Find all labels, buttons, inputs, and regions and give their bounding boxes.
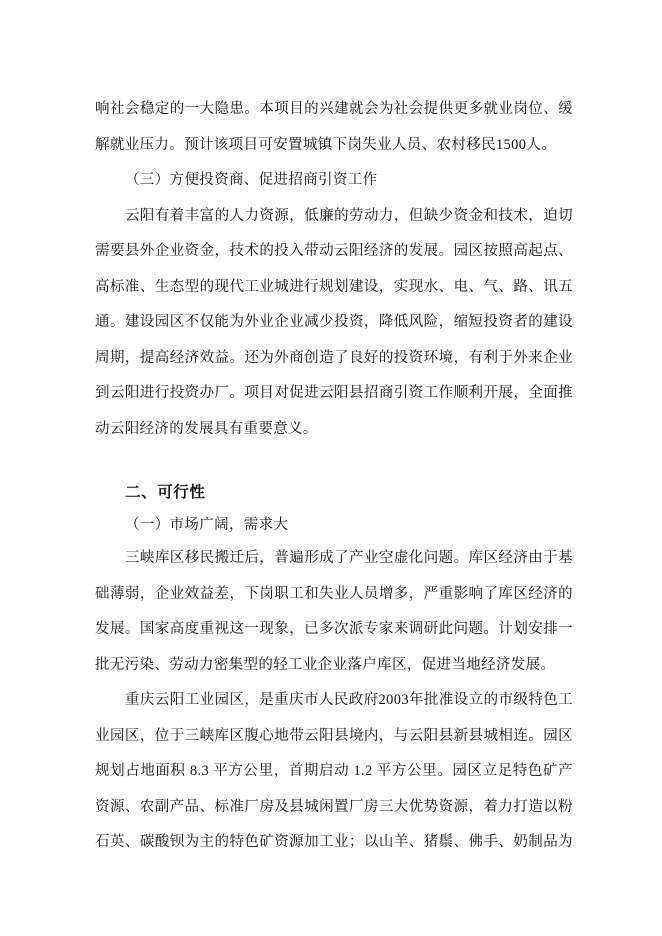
continued-paragraph — [95, 92, 573, 163]
subsection-3-paragraph — [95, 199, 573, 448]
paragraph-line: 批无污染、劳动力密集型的轻工业企业落户库区，促进当地经济发展。 — [95, 656, 556, 673]
paragraph-line: 到云阳进行投资办厂。项目对促进云阳县招商引资工作顺利开展，全面推 — [95, 385, 573, 401]
text-block-lower — [95, 477, 573, 861]
paragraph-line: 云阳有着丰富的人力资源，低廉的劳动力，但缺少资金和技术，迫切 — [125, 207, 573, 224]
section-2-heading: 二、可行性 — [125, 484, 206, 501]
paragraph-line: 三峡库区移民搬迁后，普遍形成了产业空虚化问题。库区经济由于基 — [125, 550, 573, 566]
subsection-1-paragraph-1 — [95, 541, 573, 683]
paragraph-line: 通。建设园区不仅能为外业企业减少投资，降低风险，缩短投资者的建设 — [95, 314, 573, 330]
subsection-1 — [95, 509, 573, 861]
paragraph-line: 周期，提高经济效益。还为外商创造了良好的投资环境，有利于外来企业 — [95, 349, 573, 366]
paragraph-line: 石英、碳酸钡为主的特色矿资源加工业；以山羊、猪鬃、佛手、奶制品为 — [95, 834, 573, 850]
paragraph-line: 资源、农副产品、标准厂房及县城闲置厂房三大优势资源，着力打造以粉 — [95, 798, 573, 815]
paragraph-line: 发展。国家高度重视这一现象，已多次派专家来调研此问题。计划安排一 — [95, 621, 573, 637]
text-block-upper — [95, 92, 573, 447]
paragraph-line: 重庆云阳工业园区，是重庆市人民政府2003年批准设立的市级特色工 — [125, 692, 573, 708]
paragraph-line: 业园区，位于三峡库区腹心地带云阳县境内，与云阳县新县城相连。园区 — [95, 727, 573, 744]
paragraph-line: 动云阳经济的发展具有重要意义。 — [95, 420, 318, 437]
subsection-3-heading: （三）方便投资商、促进招商引资工作 — [125, 172, 378, 188]
paragraph-line: 解就业压力。预计该项目可安置城镇下岗失业人员、农村移民1500人。 — [95, 136, 557, 153]
paragraph-line: 需要县外企业资金，技术的投入带动云阳经济的发展。园区按照高起点、 — [95, 243, 573, 259]
subsection-1-heading: （一）市场广阔，需求大 — [125, 517, 289, 533]
paragraph-line: 高标准、生态型的现代工业城进行规划建设，实现水、电、气、路、讯五 — [95, 278, 573, 295]
paragraph-line: 础薄弱，企业效益差，下岗职工和失业人员增多，严重影响了库区经济的 — [95, 585, 573, 602]
subsection-1-paragraph-2 — [95, 683, 573, 861]
paragraph-line: 规划占地面积 8.3 平方公里，首期启动 1.2 平方公里。园区立足特色矿产 — [95, 763, 573, 779]
subsection-3 — [95, 163, 573, 447]
paragraph-line: 响社会稳定的一大隐患。本项目的兴建就会为社会提供更多就业岗位、缓 — [95, 101, 573, 117]
